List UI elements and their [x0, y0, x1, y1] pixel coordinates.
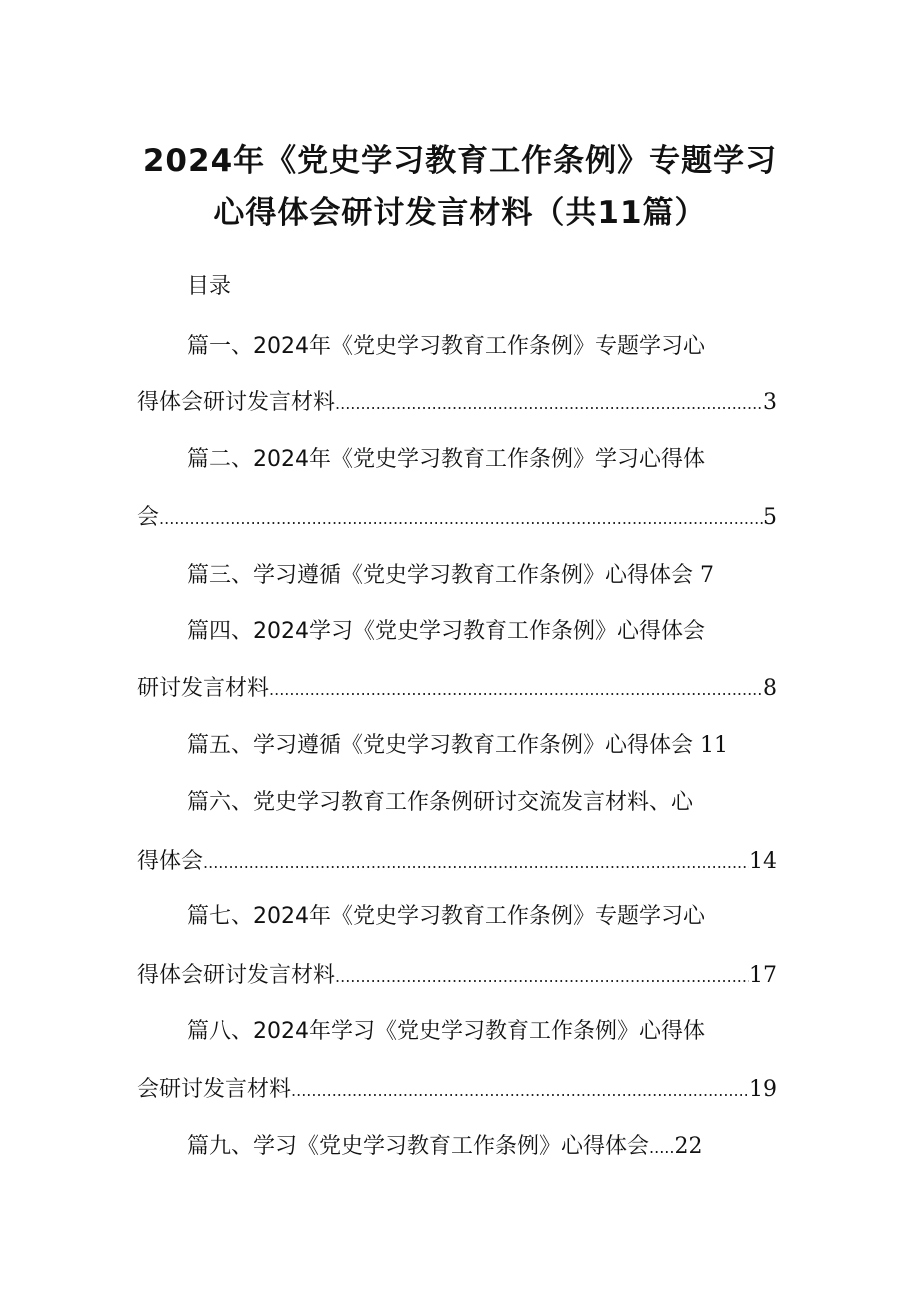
toc-entry-4-line2[interactable]: [137, 672, 777, 707]
dot-leader: [203, 846, 749, 880]
toc-entry-3[interactable]: [187, 559, 714, 593]
toc-entry-8-text: 会研讨发言材料: [137, 1077, 292, 1102]
title-line-2: 心得体会研讨发言材料（共11篇）: [213, 195, 707, 231]
toc-entry-1-text: 得体会研讨发言材料: [137, 390, 336, 415]
toc-entry-6-page: 14: [749, 849, 777, 874]
toc-entry-1-line1[interactable]: 篇一、2024年《党史学习教育工作条例》专题学习心: [187, 334, 705, 359]
toc-entry-8-line2[interactable]: [137, 1073, 777, 1108]
dot-leader: [291, 1074, 749, 1108]
toc-entry-6-text: 得体会: [137, 849, 204, 874]
toc-entry-9[interactable]: [187, 1130, 702, 1165]
toc-entry-6-line1[interactable]: 篇六、党史学习教育工作条例研讨交流发言材料、心: [187, 790, 694, 815]
toc-entry-3-page: 7: [700, 563, 715, 588]
toc-entry-2-page: 5: [763, 505, 777, 530]
toc-entry-6-line2[interactable]: [137, 845, 777, 880]
toc-entry-4-text: 研讨发言材料: [137, 676, 270, 701]
toc-heading: 目录: [187, 274, 232, 299]
toc-entry-2-line2[interactable]: [137, 501, 777, 536]
toc-entry-4-page: 8: [763, 676, 777, 701]
title-line-1: 2024年《党史学习教育工作条例》专题学习: [142, 143, 778, 179]
toc-entry-1-page: 3: [763, 390, 777, 415]
dot-leader: [335, 387, 763, 421]
dot-leader: [335, 960, 749, 994]
toc-entry-1-line2[interactable]: [137, 386, 777, 421]
toc-entry-7-page: 17: [749, 963, 777, 988]
toc-entry-7-line2[interactable]: [137, 959, 777, 994]
toc-entry-2-text: 会: [137, 505, 160, 530]
toc-entry-4-line1[interactable]: 篇四、2024学习《党史学习教育工作条例》心得体会: [187, 619, 705, 644]
toc-entry-7-text: 得体会研讨发言材料: [137, 963, 336, 988]
toc-entry-9-text: 篇九、学习《党史学习教育工作条例》心得体会: [187, 1134, 650, 1159]
toc-entry-2-line1[interactable]: 篇二、2024年《党史学习教育工作条例》学习心得体: [187, 447, 705, 472]
toc-entry-5-text: 篇五、学习遵循《党史学习教育工作条例》心得体会: [187, 733, 694, 758]
toc-entry-3-text: 篇三、学习遵循《党史学习教育工作条例》心得体会: [187, 563, 694, 588]
toc-entry-9-dots: .....: [649, 1138, 675, 1157]
toc-entry-7-line1[interactable]: 篇七、2024年《党史学习教育工作条例》专题学习心: [187, 904, 705, 929]
toc-entry-5-page: 11: [700, 733, 729, 758]
toc-entry-8-page: 19: [749, 1077, 777, 1102]
dot-leader: [269, 673, 763, 707]
toc-entry-8-line1[interactable]: 篇八、2024年学习《党史学习教育工作条例》心得体: [187, 1019, 705, 1044]
toc-entry-9-page: 22: [674, 1134, 703, 1159]
dot-leader: [159, 502, 763, 536]
toc-entry-5[interactable]: [187, 729, 728, 763]
